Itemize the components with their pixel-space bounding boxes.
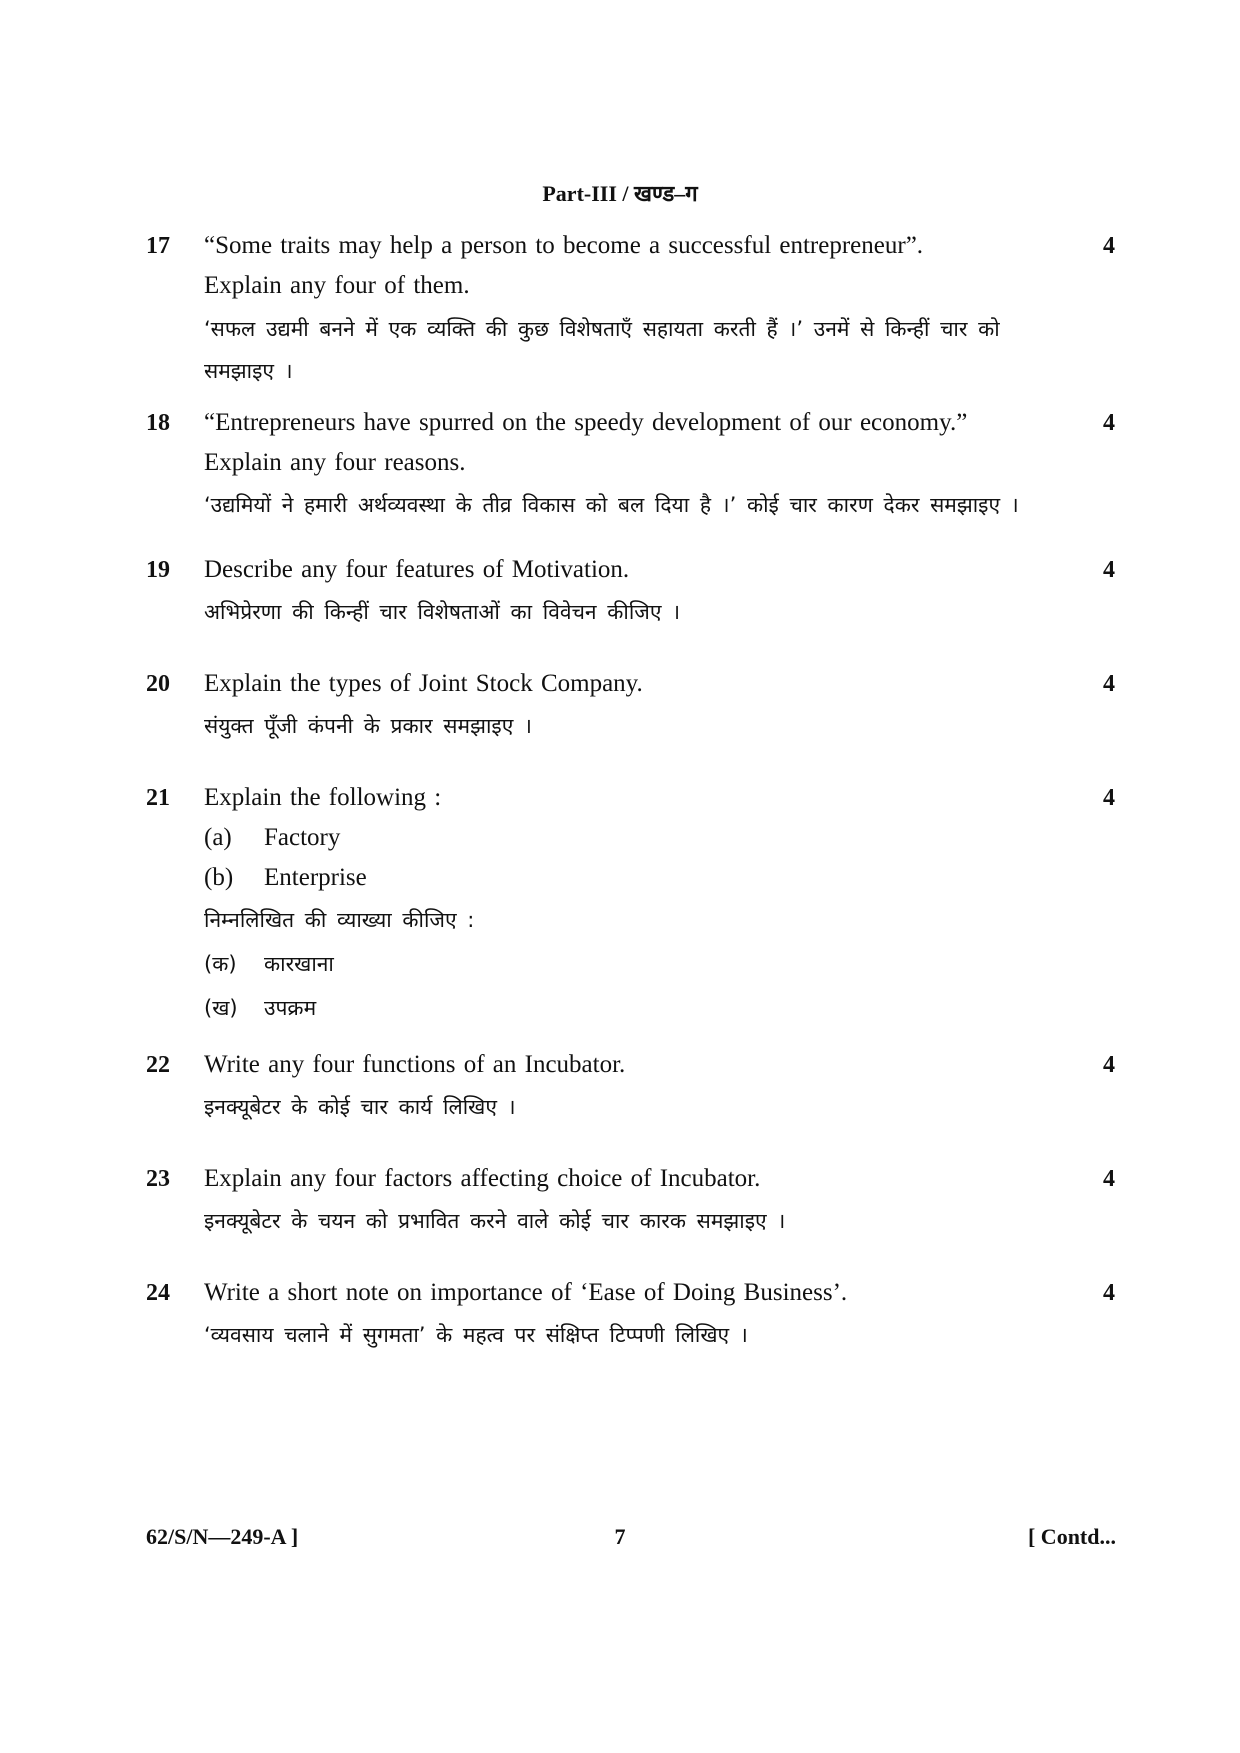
question-text-hi: इनक्यूबेटर के चयन को प्रभावित करने वाले कोई चार कारक समझाइए । <box>204 1209 786 1233</box>
question-text-en: Explain any four factors affecting choice of Incubator. <box>204 1165 761 1192</box>
question-text-en: Describe any four features of Motivation. <box>204 556 630 583</box>
question-number: 18 <box>146 410 170 436</box>
question-text-hi: ‘सफल उद्यमी बनने में एक व्यक्ति की कुछ विशेषताएँ सहायता करती हैं ।’ उनमें से किन्हीं चार को समझाइए । <box>204 317 1000 383</box>
question-text-hi: ‘व्यवसाय चलाने में सुगमता’ के महत्व पर संक्षिप्त टिप्पणी लिखिए । <box>204 1323 748 1347</box>
question-body <box>204 550 1069 634</box>
question-body <box>204 1045 1069 1129</box>
question-body <box>204 664 1069 748</box>
question-marks: 4 <box>1103 671 1115 697</box>
sub-item-label: (a) <box>204 824 232 851</box>
question-marks: 4 <box>1103 233 1115 259</box>
sub-item-text: Enterprise <box>264 864 367 891</box>
question-body <box>204 1273 1069 1357</box>
question-body <box>204 226 1069 392</box>
question-text-en-line-2: Explain any four of them. <box>204 272 470 299</box>
sub-item-b <box>204 858 1069 898</box>
question-number: 20 <box>146 671 170 697</box>
sub-item-text: Factory <box>264 824 341 851</box>
question-marks: 4 <box>1103 785 1115 811</box>
sub-item-kha <box>204 986 1069 1030</box>
question-text-hi: निम्नलिखित की व्याख्या कीजिए : <box>204 908 475 932</box>
sub-item-text: उपक्रम <box>264 996 317 1020</box>
question-marks: 4 <box>1103 557 1115 583</box>
sub-item-ka <box>204 942 1069 986</box>
question-text-hi: ‘उद्यमियों ने हमारी अर्थव्यवस्था के तीव्र विकास को बल दिया है ।’ कोई चार कारण देकर समझाइए । <box>204 493 1019 517</box>
question-number: 17 <box>146 233 170 259</box>
page-footer <box>0 1524 1240 1560</box>
question-text-hi: अभिप्रेरणा की किन्हीं चार विशेषताओं का विवेचन कीजिए । <box>204 600 681 624</box>
question-marks: 4 <box>1103 410 1115 436</box>
sub-item-label: (क) <box>204 952 237 976</box>
question-text-en-line-2: Explain any four reasons. <box>204 449 466 476</box>
question-text-en: Explain the following : <box>204 784 442 811</box>
question-text-en: Explain the types of Joint Stock Company. <box>204 670 643 697</box>
continued-label: [ Contd... <box>1027 1524 1116 1549</box>
part-heading: Part-III / खण्ड–ग <box>542 181 698 206</box>
question-body <box>204 1159 1069 1243</box>
page-number: 7 <box>614 1524 626 1549</box>
question-marks: 4 <box>1103 1280 1115 1306</box>
paper-code: 62/S/N—249-A ] <box>146 1524 299 1549</box>
question-text-en-line-1: “Some traits may help a person to become a successful entrepreneur”. <box>204 232 924 259</box>
sub-item-text: कारखाना <box>264 952 334 976</box>
question-text-hi: संयुक्त पूँजी कंपनी के प्रकार समझाइए । <box>204 714 532 738</box>
question-marks: 4 <box>1103 1166 1115 1192</box>
question-number: 22 <box>146 1052 170 1078</box>
question-text-hi: इनक्यूबेटर के कोई चार कार्य लिखिए । <box>204 1095 516 1119</box>
question-body <box>204 778 1069 1030</box>
question-number: 23 <box>146 1166 170 1192</box>
question-number: 21 <box>146 785 170 811</box>
question-body <box>204 403 1069 527</box>
sub-item-label: (ख) <box>204 996 238 1020</box>
question-text-en-line-1: “Entrepreneurs have spurred on the speedy development of our economy.” <box>204 409 968 436</box>
question-text-en: Write a short note on importance of ‘Ease of Doing Business’. <box>204 1279 848 1306</box>
question-text-en: Write any four functions of an Incubator. <box>204 1051 626 1078</box>
question-number: 19 <box>146 557 170 583</box>
sub-item-label: (b) <box>204 864 234 891</box>
sub-item-a <box>204 818 1069 858</box>
question-marks: 4 <box>1103 1052 1115 1078</box>
question-number: 24 <box>146 1280 170 1306</box>
